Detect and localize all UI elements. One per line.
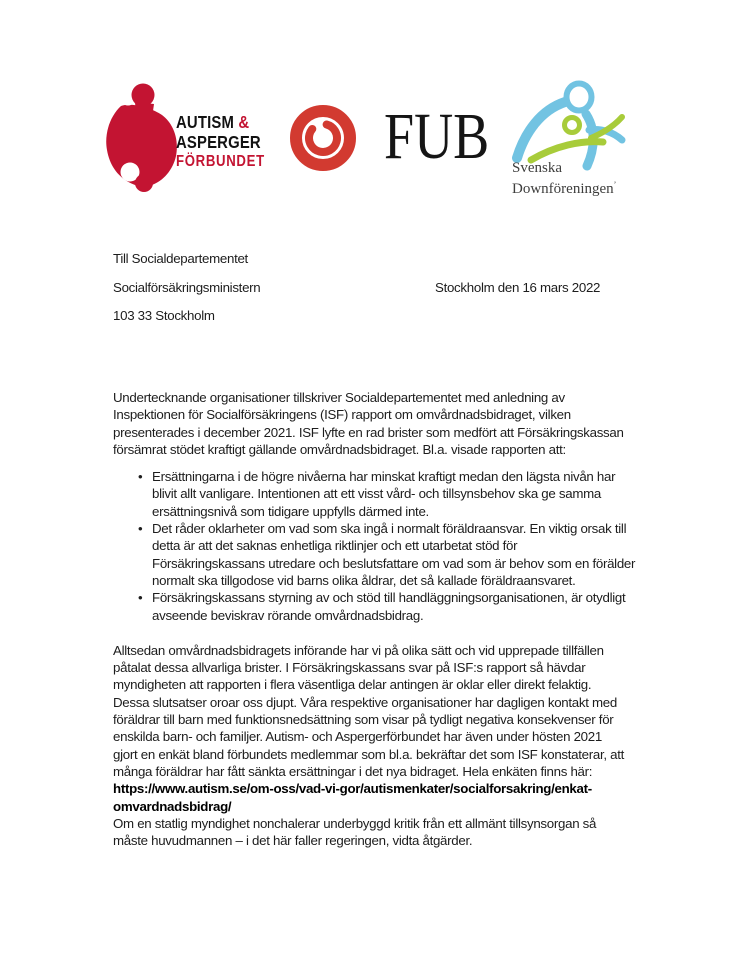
findings-bullet-list	[113, 468, 688, 624]
downforeningen-wordmark	[512, 160, 616, 197]
dateline: Stockholm den 16 mars 2022	[435, 280, 601, 295]
recipient-line-3: 103 33 Stockholm	[113, 308, 215, 323]
bullet-item-3: • Försäkringskassans styrning av och stöd till handläggningsorganisationen, är otydligt avseende beviskrav rörande omvårdnadsbidrag.	[113, 589, 688, 624]
fub-rings-icon	[287, 102, 359, 174]
autism-asperger-puzzle-icon	[102, 82, 186, 194]
letter-body	[113, 389, 688, 849]
downforeningen-line2: Downföreningen’	[512, 179, 617, 197]
fub-wordmark: FUB	[384, 100, 490, 173]
intro-paragraph: Undertecknande organisationer tillskriver Socialdepartementet med anledning av Inspektionen för Socialförsäkringens (ISF) rapport om omvårdnadsbidraget, vilken presenterades i december 2021. ISF lyfte en rad brister som medfört att Försäkringskassan försämrat stödet kraftigt gällande omvårdnadsbidraget. Bl.a. visade rapporten att:	[113, 390, 624, 457]
main-paragraph-text: Alltsedan omvårdnadsbidragets införande har vi på olika sätt och vid upprepade tillfällen påtalat dessa allvarliga brister. I Försäkringskassans svar på ISF:s rapport så hävdar myndigheten att rapporten i flera väsentliga delar antingen är oklar eller direkt felaktig. Dessa slutsatser oroar oss djupt. Våra respektive organisationer har dagligen kontakt med föräldrar till barn med funktionsnedsättning som visar på tydligt negativa konsekvenser för enskilda barn- och familjer. Autism- och Aspergerförbundet har även under hösten 2021 gjort en enkät bland förbundets medlemmar som bl.a. bekräftar det som ISF konstaterar, att många föräldrar har fått sänkta ersättningar i det nya bidraget. Hela enkäten finns här:	[113, 642, 625, 779]
closing-paragraph: Om en statlig myndighet nonchalerar underbyggd kritik från ett allmänt tillsynsorgan så måste huvudmannen – i det här faller regeringen, vidta åtgärder.	[113, 815, 597, 849]
ampersand: &	[238, 112, 250, 132]
recipient-line-1: Till Socialdepartementet	[113, 251, 248, 266]
main-paragraph	[113, 642, 688, 850]
downforeningen-line1: Svenska	[512, 160, 562, 176]
bullet-item-2: • Det råder oklarheter om vad som ska ingå i normalt föräldraansvar. En viktig orsak till detta är att det saknas enhetliga riktlinjer och ett utarbetat stöd för Försäkringskassans utredare och beslutsfattare om vad som är behov som en förälder normalt ska tillgodose vid barns olika åldrar, det så kallade föräldraansvaret.	[113, 520, 688, 589]
autism-wordmark-line1: AUTISM &	[176, 112, 250, 132]
bullet-item-1: • Ersättningarna i de högre nivåerna har minskat kraftigt medan den lägsta nivån har blivit allt vanligare. Intentionen att ett visst vård- och tillsynsbehov ska ge samma ersättningsnivå som tidigare uppfylls därmed inte.	[113, 468, 688, 520]
autism-asperger-wordmark	[176, 112, 265, 172]
trademark-tick: ’	[613, 179, 617, 189]
autism-wordmark-line2: ASPERGER	[176, 132, 261, 152]
enkat-survey-link[interactable]: https://www.autism.se/om-oss/vad-vi-gor/autismenkater/socialforsakring/enkat- omvardnadsbidrag/	[113, 781, 592, 814]
recipient-line-2: Socialförsäkringsministern	[113, 280, 261, 295]
autism-wordmark-line3: FÖRBUNDET	[176, 153, 265, 170]
